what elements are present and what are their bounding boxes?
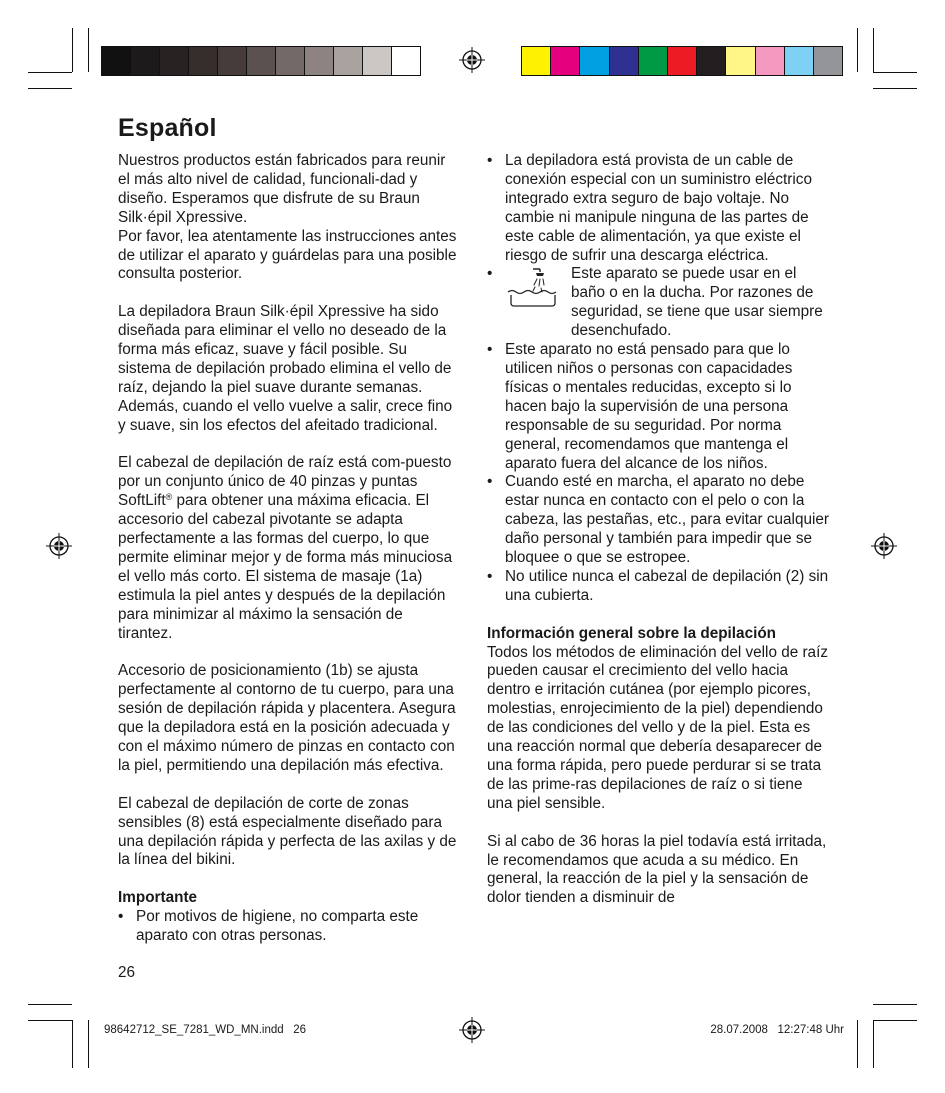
color-swatch bbox=[784, 47, 813, 75]
importante-heading: Importante bbox=[118, 889, 198, 907]
head-paragraph-text-a: El cabezal de depilación de raíz está com-puesto por un conjunto único de 40 pinzas y puntas SoftLift bbox=[118, 454, 452, 510]
gray-swatch bbox=[217, 47, 246, 75]
color-swatch bbox=[579, 47, 608, 75]
crop-mark-top-right-v bbox=[873, 28, 874, 72]
crop-mark-top-left-h bbox=[28, 72, 72, 73]
intro-paragraph: Nuestros productos están fabricados para reunir el más alto nivel de calidad, funcionali-dad y diseño. Esperamos que disfrute de su Braun Silk·épil Xpressive. bbox=[118, 152, 446, 226]
color-bar bbox=[521, 46, 843, 76]
registration-mark-icon bbox=[871, 533, 897, 559]
gray-swatch bbox=[159, 47, 188, 75]
bullet-cable bbox=[487, 152, 829, 265]
positioning-paragraph: Accesorio de posicionamiento (1b) se ajusta perfectamente al contorno de tu cuerpo, para una sesión de depilación rápida y placentera. Asegura que la depiladora está en la posición adecuada y con el máximo número de pinzas en contacto con la piel, permitiendo una depilación más efectiva. bbox=[118, 662, 456, 774]
crop-mark-top-left-v2 bbox=[88, 28, 89, 72]
crop-mark-bottom-right-h bbox=[873, 1004, 917, 1005]
left-column bbox=[118, 152, 460, 946]
grayscale-bar bbox=[101, 46, 421, 76]
gray-swatch bbox=[362, 47, 391, 75]
crop-mark-top-left-h2 bbox=[28, 88, 72, 89]
color-swatch bbox=[609, 47, 638, 75]
color-swatch bbox=[725, 47, 754, 75]
general-paragraph-2: Si al cabo de 36 horas la piel todavía está irritada, le recomendamos que acuda a su médico. En general, la reacción de la piel y la sensación de dolor tienden a disminuir de bbox=[487, 832, 827, 907]
crop-mark-bottom-right-h2 bbox=[873, 1020, 917, 1021]
instructions-paragraph: Por favor, lea atentamente las instrucciones antes de utilizar el aparato y guárdelas para una posible consulta posterior. bbox=[118, 227, 457, 283]
color-swatch bbox=[696, 47, 725, 75]
crop-mark-top-right-h2 bbox=[873, 88, 917, 89]
crop-mark-bottom-right-v2 bbox=[857, 1020, 858, 1068]
importante-bullet-text: Por motivos de higiene, no comparta este aparato con otras personas. bbox=[136, 908, 419, 945]
crop-mark-bottom-left-h2 bbox=[28, 1020, 72, 1021]
gray-swatch bbox=[304, 47, 333, 75]
bullet-dot: • bbox=[487, 265, 493, 283]
bullet-shower bbox=[487, 265, 829, 341]
head-paragraph-text-b: para obtener una máxima eficacia. El accesorio del cabezal pivotante se adapta perfectamente a las formas del cuerpo, lo que permite eliminar mejor y de forma más minuciosa el vello más corto. El sistema de masaje (1a) estimula la piel antes y después de la depilación para minimizar al máximo la sensación de tirantez. bbox=[118, 492, 453, 642]
registration-mark-icon bbox=[459, 47, 485, 73]
gray-swatch bbox=[333, 47, 362, 75]
importante-bullet bbox=[118, 908, 460, 946]
general-paragraph-1: Todos los métodos de eliminación del vello de raíz pueden causar el crecimiento del vello hacia dentro e irritación cutánea (por ejemplo picores, molestias, enrojecimiento de la piel) dependiendo de las condiciones del vello y de la piel. Esta es una reacción normal que debería desaparecer de una forma rápida, pero puede perdurar si se trata de las prime-ras depilaciones de raíz o si tiene una piel sensible. bbox=[487, 643, 828, 812]
page-number: 26 bbox=[118, 964, 136, 981]
crop-mark-bottom-right-v bbox=[873, 1020, 874, 1068]
page-title: Español bbox=[118, 114, 217, 142]
gray-swatch bbox=[130, 47, 159, 75]
bullet-dot: • bbox=[487, 341, 493, 359]
bullet-dot: • bbox=[487, 473, 493, 491]
color-swatch bbox=[667, 47, 696, 75]
right-column bbox=[487, 152, 829, 908]
bath-shower-icon bbox=[505, 265, 561, 309]
crop-mark-top-left-v bbox=[72, 28, 73, 72]
bullet-dot: • bbox=[118, 908, 124, 926]
sensitive-paragraph: El cabezal de depilación de corte de zonas sensibles (8) está especialmente diseñado para una depilación rápida y perfecta de las axilas y de la línea del bikini. bbox=[118, 794, 457, 869]
color-swatch bbox=[522, 47, 550, 75]
gray-swatch bbox=[391, 47, 420, 75]
bullet-cable-text: La depiladora está provista de un cable de conexión especial con un suministro eléctrico integrado extra seguro de bajo voltaje. No cambie ni manipule ninguna de las partes de este cable de alimentación, ya que existe el riesgo de sufrir una descarga eléctrica. bbox=[505, 152, 812, 264]
crop-mark-bottom-left-v2 bbox=[88, 1020, 89, 1068]
gray-swatch bbox=[188, 47, 217, 75]
footer-timestamp: 28.07.2008 12:27:48 Uhr bbox=[710, 1024, 844, 1036]
product-paragraph: La depiladora Braun Silk·épil Xpressive ha sido diseñada para eliminar el vello no deseado de la forma más eficaz, suave y fácil posible. Su sistema de depilación probado elimina el vello de raíz, dejando la piel suave durante semanas. Además, cuando el vello vuelve a salir, crece fino y suave, sin los efectos del afeitado tradicional. bbox=[118, 303, 453, 434]
bullet-hair-text: Cuando esté en marcha, el aparato no debe estar nunca en contacto con el pelo o con la cabeza, las pestañas, etc., para evitar cualquier daño personal y también para impedir que se bloquee o que se estropee. bbox=[505, 473, 829, 567]
bullet-children bbox=[487, 341, 829, 473]
head-paragraph bbox=[118, 454, 460, 643]
registration-mark-icon bbox=[459, 1017, 485, 1043]
footer-filename: 98642712_SE_7281_WD_MN.indd 26 bbox=[104, 1024, 307, 1036]
gray-swatch bbox=[275, 47, 304, 75]
crop-mark-top-right-h bbox=[873, 72, 917, 73]
crop-mark-bottom-left-v bbox=[72, 1020, 73, 1068]
gray-swatch bbox=[246, 47, 275, 75]
bullet-hair bbox=[487, 473, 829, 568]
crop-mark-bottom-left-h bbox=[28, 1004, 72, 1005]
general-heading: Información general sobre la depilación bbox=[487, 624, 777, 642]
color-swatch bbox=[638, 47, 667, 75]
bullet-cover-text: No utilice nunca el cabezal de depilación (2) sin una cubierta. bbox=[505, 567, 829, 604]
registration-mark-icon bbox=[46, 533, 72, 559]
bullet-dot: • bbox=[487, 152, 493, 169]
bullet-cover bbox=[487, 568, 829, 606]
color-swatch bbox=[813, 47, 842, 75]
crop-mark-top-right-v2 bbox=[857, 28, 858, 72]
color-swatch bbox=[755, 47, 784, 75]
color-swatch bbox=[550, 47, 579, 75]
bullet-dot: • bbox=[487, 567, 493, 585]
bullet-shower-text: Este aparato se puede usar en el baño o en la ducha. Por razones de seguridad, se tiene que usar siempre desenchufado. bbox=[571, 265, 823, 340]
registered-mark: ® bbox=[165, 492, 173, 503]
gray-swatch bbox=[102, 47, 130, 75]
bullet-children-text: Este aparato no está pensado para que lo utilicen niños o personas con capacidades físicas o mentales reducidas, excepto si lo hacen bajo la supervisión de una persona responsable de su seguridad. Por norma general, recomendamos que mantenga el aparato fuera del alcance de los niños. bbox=[505, 341, 793, 472]
